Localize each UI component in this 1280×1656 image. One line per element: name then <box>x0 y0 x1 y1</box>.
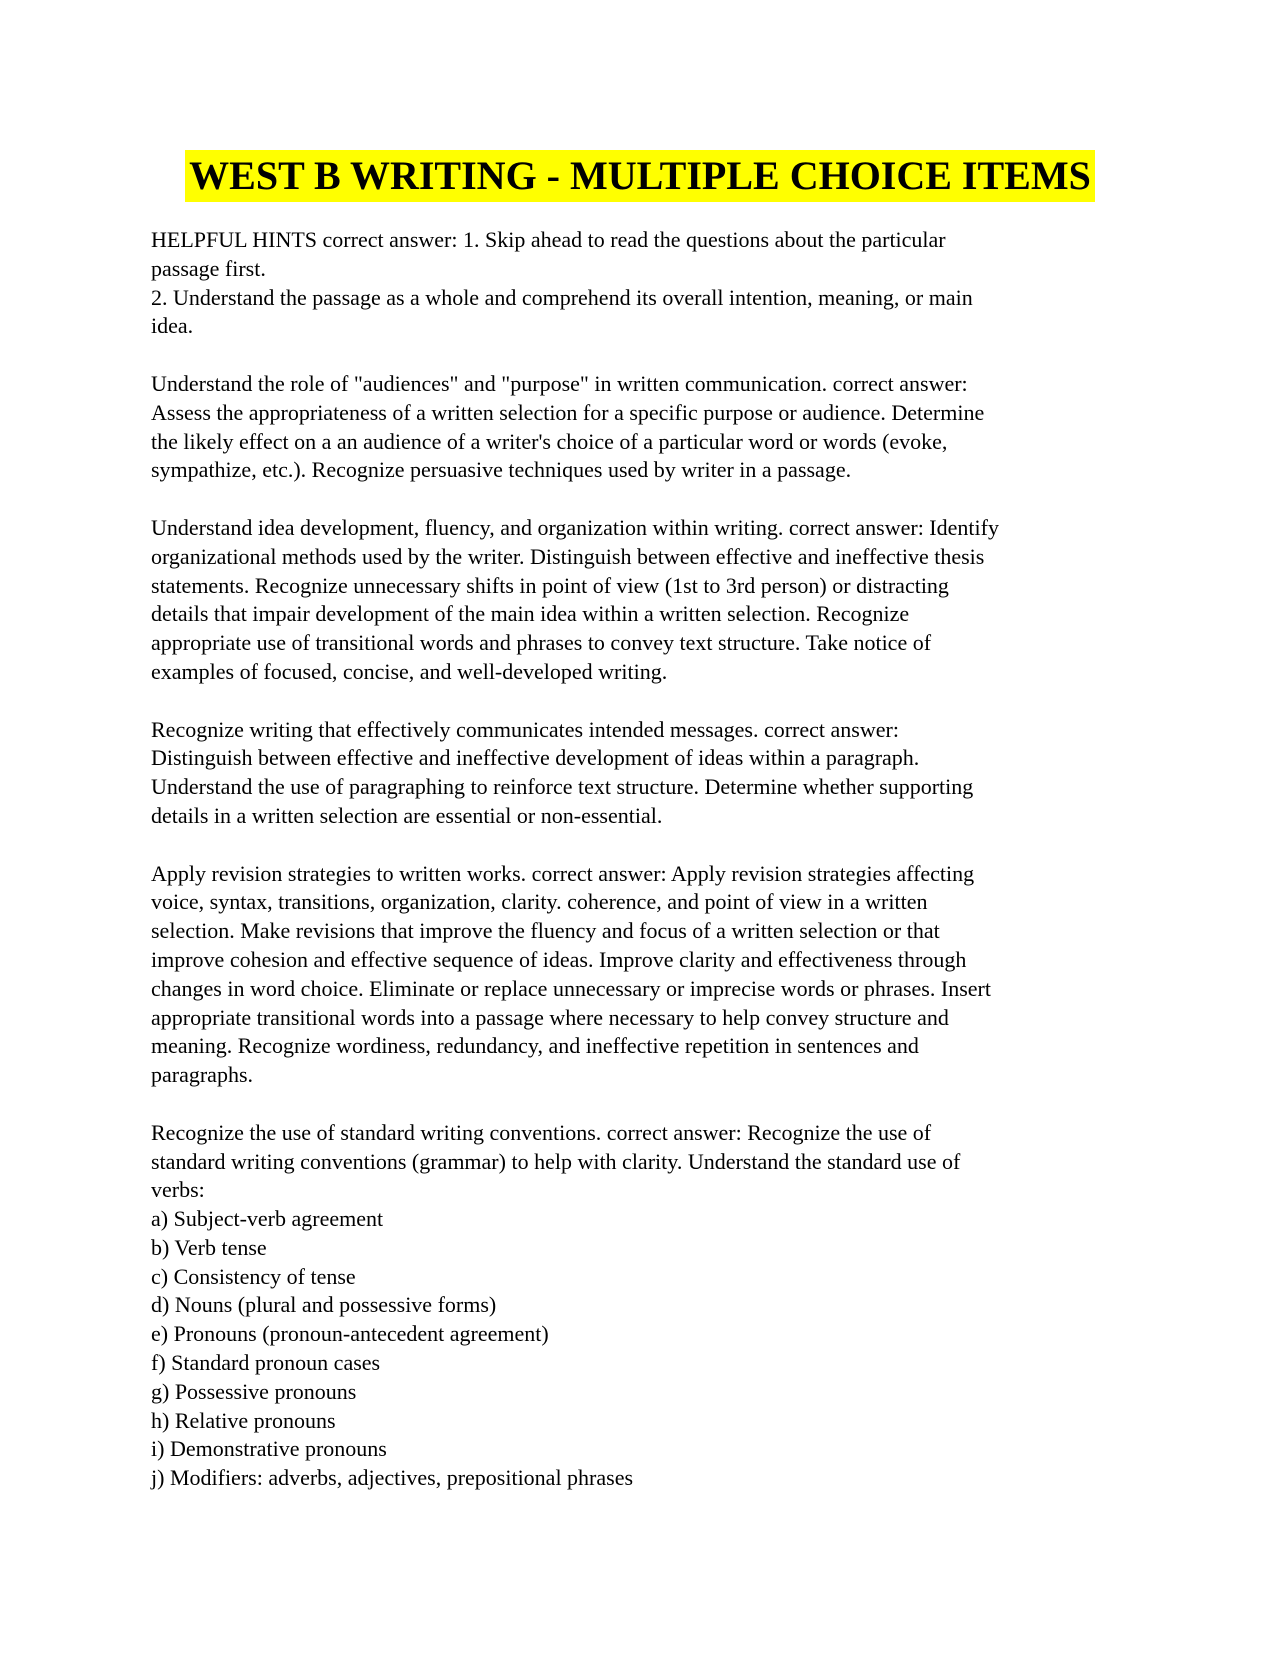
paragraph-intended-messages <box>151 716 1141 831</box>
text-line: Understand the role of "audiences" and "purpose" in written communication. correct answer: <box>151 370 968 396</box>
text-line: HELPFUL HINTS correct answer: 1. Skip ahead to read the questions about the particular <box>151 227 946 252</box>
document-body <box>151 226 1141 1522</box>
text-line: appropriate transitional words into a passage where necessary to help convey structure and <box>151 1004 949 1030</box>
text-line: standard writing conventions (grammar) to help with clarity. Understand the standard use of <box>151 1148 961 1174</box>
list-item: d) Nouns (plural and possessive forms) <box>151 1292 497 1318</box>
list-item: a) Subject-verb agreement <box>151 1206 384 1232</box>
list-item: g) Possessive pronouns <box>151 1378 357 1404</box>
text-line: the likely effect on a an audience of a writer's choice of a particular word or words (evoke, <box>151 428 948 454</box>
text-line: passage first. <box>151 255 266 281</box>
text-line: paragraphs. <box>151 1062 254 1088</box>
paragraph-idea-development <box>151 514 1141 687</box>
text-line: improve cohesion and effective sequence of ideas. Improve clarity and effectiveness through <box>151 946 967 972</box>
text-line: details in a written selection are essential or non-essential. <box>151 802 663 828</box>
text-line: examples of focused, concise, and well-developed writing. <box>151 658 668 684</box>
title-container <box>0 150 1280 202</box>
text-line: Recognize the use of standard writing conventions. correct answer: Recognize the use of <box>151 1119 932 1145</box>
text-line: Recognize writing that effectively communicates intended messages. correct answer: <box>151 716 899 742</box>
text-line: voice, syntax, transitions, organization, clarity. coherence, and point of view in a written <box>151 889 928 915</box>
text-line: 2. Understand the passage as a whole and comprehend its overall intention, meaning, or main <box>151 284 973 310</box>
text-line: changes in word choice. Eliminate or replace unnecessary or imprecise words or phrases. Insert <box>151 975 991 1001</box>
paragraph-helpful-hints <box>151 226 1141 341</box>
list-item: b) Verb tense <box>151 1234 267 1260</box>
text-line: selection. Make revisions that improve the fluency and focus of a written selection or that <box>151 918 940 944</box>
text-line: Assess the appropriateness of a written selection for a specific purpose or audience. Determine <box>151 399 985 425</box>
list-item: f) Standard pronoun cases <box>151 1350 381 1376</box>
text-line: Distinguish between effective and ineffective development of ideas within a paragraph. <box>151 745 920 771</box>
text-line: organizational methods used by the writer. Distinguish between effective and ineffective thesis <box>151 543 985 569</box>
text-line: sympathize, etc.). Recognize persuasive techniques used by writer in a passage. <box>151 457 852 483</box>
paragraph-revision-strategies <box>151 860 1141 1090</box>
text-line: meaning. Recognize wordiness, redundancy, and ineffective repetition in sentences and <box>151 1033 919 1059</box>
text-line: Understand idea development, fluency, and organization within writing. correct answer: Identify <box>151 514 999 540</box>
text-line: Apply revision strategies to written works. correct answer: Apply revision strategies affecting <box>151 860 975 886</box>
text-line: details that impair development of the main idea within a written selection. Recognize <box>151 601 910 627</box>
list-item: i) Demonstrative pronouns <box>151 1436 387 1462</box>
list-item: c) Consistency of tense <box>151 1263 356 1289</box>
list-item: j) Modifiers: adverbs, adjectives, prepositional phrases <box>151 1465 634 1491</box>
text-line: verbs: <box>151 1177 205 1203</box>
text-line: statements. Recognize unnecessary shifts in point of view (1st to 3rd person) or distracting <box>151 572 949 598</box>
list-item: e) Pronouns (pronoun-antecedent agreement) <box>151 1321 549 1347</box>
text-line: appropriate use of transitional words and phrases to convey text structure. Take notice of <box>151 630 932 656</box>
paragraph-audiences-purpose <box>151 370 1141 485</box>
list-item: h) Relative pronouns <box>151 1407 336 1433</box>
page-title: WEST B WRITING - MULTIPLE CHOICE ITEMS <box>185 150 1095 202</box>
paragraph-writing-conventions <box>151 1119 1141 1493</box>
text-line: Understand the use of paragraphing to reinforce text structure. Determine whether supporting <box>151 774 974 800</box>
text-line: idea. <box>151 313 194 339</box>
